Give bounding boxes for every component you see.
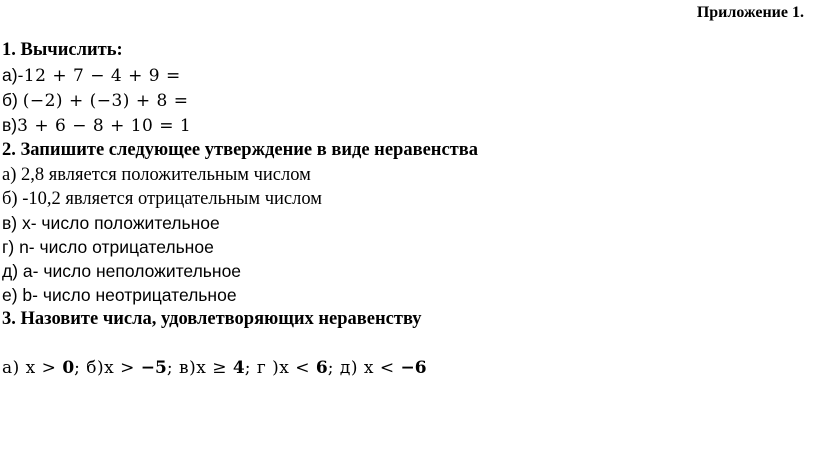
task3-c-label: ; в)x ≥ [166,358,233,378]
task1-item-b-label: б) [2,90,23,110]
task3-inequalities [2,356,427,380]
task2-item-c: в) x- число положительное [2,213,220,233]
task1-item-a-label: а) [2,65,18,85]
task2-item-a: а) 2,8 является положительным числом [2,165,311,185]
task1-item-c-expr: 3 + 6 − 8 + 10 = 1 [17,116,192,136]
task2-item-b: б) -10,2 является отрицательным числом [2,189,322,209]
task3-a-value: 0 [62,358,75,378]
task1-item-c-label: в) [2,115,18,135]
appendix-label: Приложение 1. [696,4,804,21]
task1-item-c [2,113,191,138]
task1-title: 1. Вычислить: [2,40,123,60]
task3-b-value: −5 [140,358,167,378]
task3-a-label: а) x > [2,358,63,378]
task3-title: 3. Назовите числа, удовлетворяющих неравенству [2,309,422,329]
task3-b-label: ; б)x > [74,358,141,378]
task3-e-label: ; д) x < [327,358,401,378]
task1-item-b-expr: (−2) + (−3) + 8 = [22,91,189,111]
task3-d-label: ; г )x < [244,358,316,378]
task2-item-d: г) n- число отрицательное [2,237,214,257]
task3-c-value: 4 [232,358,245,378]
task2-item-f: е) b- число неотрицательное [2,285,237,305]
task1-item-a-expr: -12 + 7 − 4 + 9 = [17,66,181,86]
task2-title: 2. Запишите следующее утверждение в виде неравенства [2,140,478,160]
task1-item-a [2,63,181,88]
task2-item-e: д) a- число неположительное [2,261,242,281]
task3-d-value: 6 [315,358,328,378]
task1-item-b [2,88,188,113]
task3-e-value: −6 [400,358,427,378]
